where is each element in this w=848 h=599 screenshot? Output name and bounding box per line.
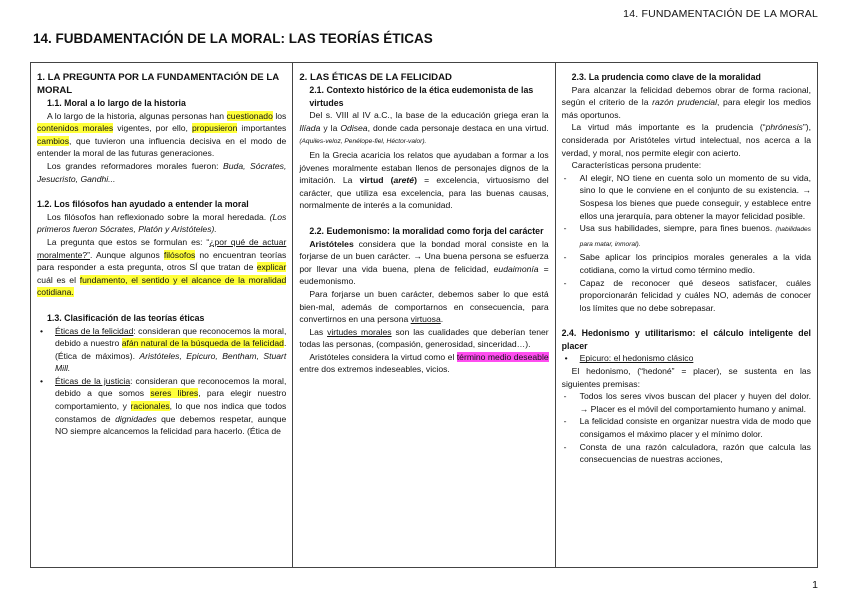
paragraph: La pregunta que estos se formulan es: “¿por qué de actuar moralmente?”. Aunque algunos filósofos no encuentran teorías para responder a esta pregunta, otros SÍ que tratan de explicar cuál es el fundamento, el sentido y el alcance de la moralidad cotidiana. (37, 236, 287, 298)
section-1-heading: 1. LA PREGUNTA POR LA FUNDAMENTACIÓN DE LA MORAL (37, 72, 279, 96)
column-2 (293, 63, 555, 567)
paragraph: En la Grecia acaricia los relatos que ayudaban a formar a los jóvenes moralmente estaban llenos de personajes dignos de la imitación. La virtud (areté) = excelencia, virtuosismo del carácter, que utiliza esa excelencia, para las buenas causas, normalmente de interés a la comunidad. (299, 149, 549, 211)
column-1 (31, 63, 293, 567)
subsection-2-1-heading: 2.1. Contexto histórico de la ética eudemonista de las virtudes (309, 85, 534, 108)
subsection-2-2-heading: 2.2. Eudemonismo: la moralidad como forja del carácter (309, 225, 544, 236)
list-item: • Éticas de la justicia: consideran que reconocemos la moral, debido a que somos seres libres, para elegir nuestro comportamiento, y racionales, lo que nos indica que todos constamos de dignidades que debemos respetar, aunque NO siempre alcancemos la felicidad para hacerlo. (Ética de (37, 375, 286, 438)
page-number: 1 (812, 579, 818, 591)
list-item: - Sabe aplicar los principios morales generales a la vida cotidiana, como la virtud como término medio. (562, 251, 811, 276)
list-item: • Epicuro: el hedonismo clásico (562, 352, 811, 365)
paragraph: Aristóteles considera la virtud como el término medio deseable entre dos extremos indeseables, vicios. (299, 351, 549, 375)
bullet-list (37, 325, 286, 438)
subsection-1-1-heading: 1.1. Moral a lo largo de la historia (47, 98, 186, 108)
paragraph: A lo largo de la historia, algunas personas han cuestionado los contenidos morales vigentes, por ello, propusieron importantes cambios, que tuvieron una influencia decisiva en el modo de entender la moral de las futuras generaciones. (37, 110, 287, 159)
three-column-table (30, 62, 818, 568)
dash-list (562, 390, 811, 466)
paragraph: La virtud más importante es la prudencia (“phrónesis”), considerada por Aristóteles virtud intelectual, nos acerca a la verdad, y moral, nos permite elegir con acierto. (561, 122, 811, 158)
column-3 (556, 63, 817, 567)
paragraph: Aristóteles considera que la bondad moral consiste en la forjarse de un buen carácter. → Una buena persona se esfuerza por llevar una vida buena, plena de felicidad, eudaimonía = eudemonismo. (299, 238, 549, 287)
list-item: - Todos los seres vivos buscan del placer y huyen del dolor. → Placer es el móvil del comportamiento humano y animal. (562, 390, 811, 415)
paragraph: Para alcanzar la felicidad debemos obrar de forma racional, según el criterio de la razón prudencial, para elegir los medios más oportunos. (561, 84, 811, 120)
paragraph: Para forjarse un buen carácter, debemos saber lo que está bien-mal, además de comportarnos en consecuencia, para convertirnos en una persona virtuosa. (299, 288, 549, 325)
paragraph: El hedonismo, (“hedoné” = placer), se sustenta en las siguientes premisas: (561, 366, 811, 389)
list-item: - La felicidad consiste en organizar nuestra vida de modo que consigamos el máximo placer y el mínimo dolor. (562, 415, 811, 440)
dash-list (562, 172, 811, 315)
list-item: - Capaz de reconocer qué deseos satisfacer, cuáles proporcionarán felicidad y cuáles NO, además de conocer los límites que no debe sobrepasar. (562, 277, 811, 315)
list-item: • Éticas de la felicidad: consideran que reconocemos la moral, debido a nuestro afán natural de la búsqueda de la felicidad. (Ética de máximos). Aristóteles, Epicuro, Bentham, Stuart Mill. (37, 325, 286, 375)
subsection-1-3-heading: 1.3. Clasificación de las teorías éticas (47, 312, 205, 323)
document-title: 14. FUBDAMENTACIÓN DE LA MORAL: LAS TEORÍAS ÉTICAS (33, 31, 433, 46)
paragraph: Las virtudes morales son las cualidades que deberían tener todas las personas, (compasión, generosidad, sinceridad…). (299, 326, 549, 350)
subsection-1-2-heading: 1.2. Los filósofos han ayudado a entender la moral (37, 199, 249, 210)
running-header: 14. FUNDAMENTACIÓN DE LA MORAL (623, 8, 818, 20)
subsection-2-3-heading: 2.3. La prudencia como clave de la moralidad (571, 72, 761, 82)
paragraph: Los grandes reformadores morales fueron: Buda, Sócrates, Jesucristo, Gandhi... (37, 160, 287, 184)
section-2-heading: 2. LAS ÉTICAS DE LA FELICIDAD (299, 72, 452, 83)
bullet-list (562, 352, 811, 365)
paragraph: Del s. VIII al IV a.C., la base de la educación griega eran la Ilíada y la Odisea, donde cada personaje destaca en una virtud. (Aquiles-veloz, Penélope-fiel, Héctor-valor). (299, 110, 549, 146)
list-item: - Al elegir, NO tiene en cuenta solo un momento de su vida, sino lo que le conviene en el conjunto de su existencia. → Sospesa los bienes que puede conseguir, y establece entre ellos una jerarquía, para obtener la mayor felicidad posible. (562, 172, 811, 222)
list-item: - Consta de una razón calculadora, razón que calcula las consecuencias de nuestras acciones, (562, 441, 811, 466)
paragraph: Características persona prudente: (571, 160, 702, 171)
paragraph: Los filósofos han reflexionado sobre la moral heredada. (Los primeros fueron Sócrates, Platón y Aristóteles). (37, 211, 287, 235)
subsection-2-4-heading: 2.4. Hedonismo y utilitarismo: el cálculo inteligente del placer (561, 328, 811, 351)
list-item: - Usa sus habilidades, siempre, para fines buenos. (habilidades para matar, inmoral). (562, 222, 811, 251)
